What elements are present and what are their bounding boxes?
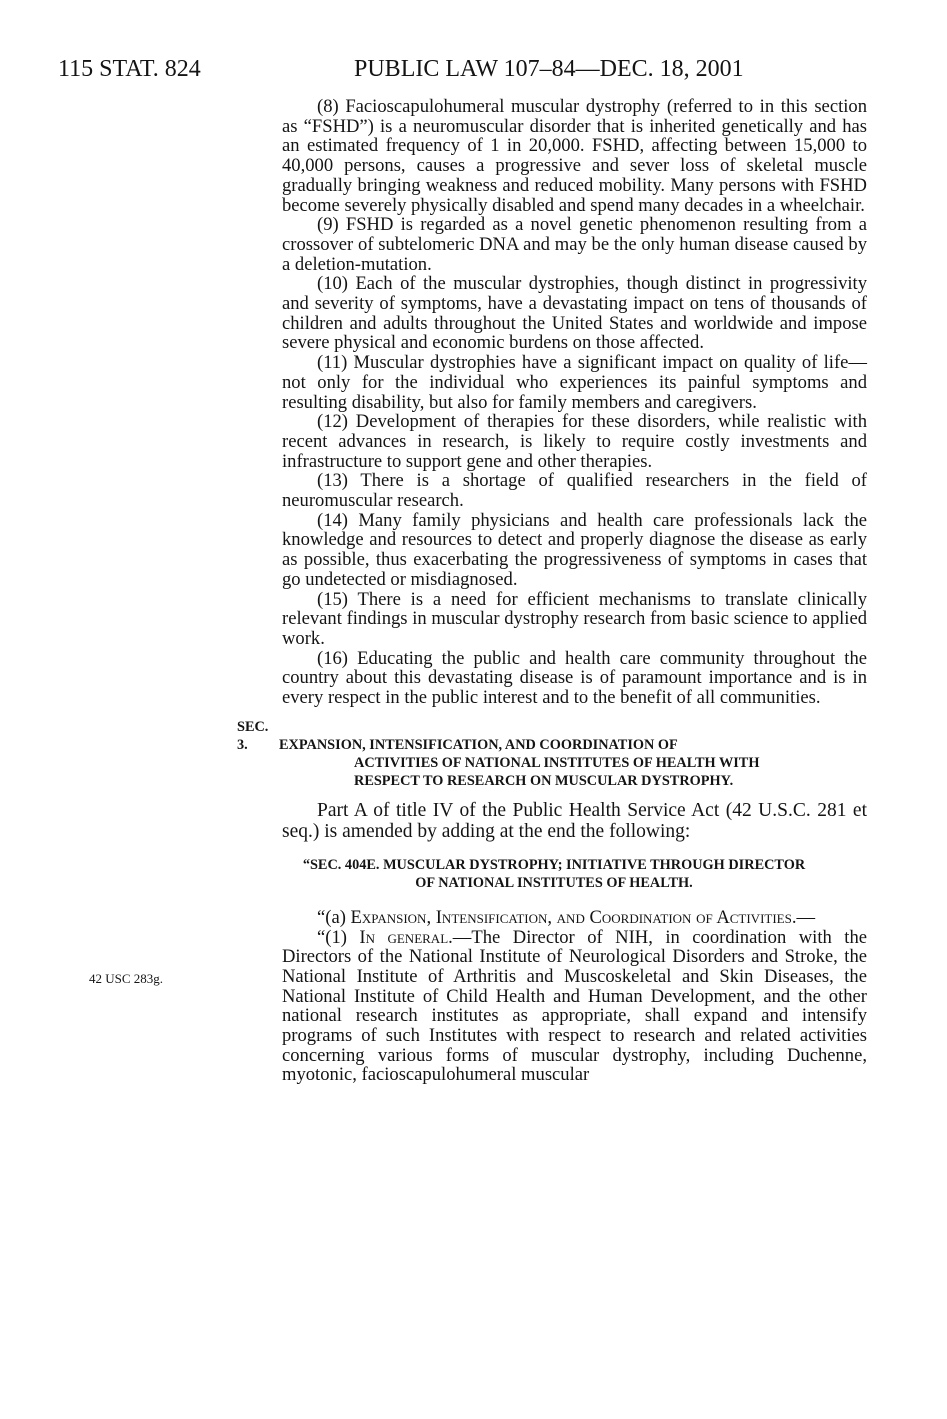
finding-15: (15) There is a need for efficient mechanisms to translate clinically relevant findings in muscular dystrophy research from basic science to applied work. bbox=[282, 588, 867, 649]
finding-9: (9) FSHD is regarded as a novel genetic phenomenon resulting from a crossover of subtelomeric DNA and may be the only human disease caused by a deletion-mutation. bbox=[282, 214, 867, 275]
section-404e-heading bbox=[241, 856, 867, 892]
subsection-a-heading: Expansion, Intensification, and Coordination of Activities.— bbox=[350, 906, 816, 928]
statute-page-number: 115 STAT. 824 bbox=[58, 56, 201, 82]
margin-citation: 42 USC 283g. bbox=[89, 971, 164, 986]
paragraph-1-prefix: “(1) bbox=[317, 926, 360, 948]
finding-8: (8) Facioscapulohumeral muscular dystrophy (referred to in this section as “FSHD”) is a neuromuscular disorder that is inherited genetically and has an estimated frequency of 1 in 20,000. FSHD, affecting between 15,000 to 40,000 persons, causes a progressive and sever loss of skeletal muscle gradually bringing weakness and reduced mobility. Many persons with FSHD become severely physically disabled and spend many decades in a wheelchair. bbox=[282, 96, 867, 216]
amendment-intro: Part A of title IV of the Public Health Service Act (42 U.S.C. 281 et seq.) is amended by adding at the end the following: bbox=[282, 799, 867, 842]
section-title-line-3: RESPECT TO RESEARCH ON MUSCULAR DYSTROPHY. bbox=[354, 772, 734, 789]
body-text bbox=[237, 96, 867, 1086]
finding-14: (14) Many family physicians and health care professionals lack the knowledge and resources to detect and properly diagnose the disease as early as possible, thus exacerbating the progressiveness of symptoms in cases that go undetected or misdiagnosed. bbox=[282, 509, 867, 590]
section-404e-line-2: OF NATIONAL INSTITUTES OF HEALTH. bbox=[415, 874, 693, 891]
section-title-rest bbox=[354, 754, 867, 790]
section-number: SEC. 3. bbox=[237, 718, 269, 753]
section-404e-line-1: “SEC. 404E. MUSCULAR DYSTROPHY; INITIATIVE THROUGH DIRECTOR bbox=[302, 856, 806, 873]
paragraph-1-text: —The Director of NIH, in coordination with the Directors of the National Institute of Neurological Disorders and Stroke, the National Institute of Arthritis and Muscoskeletal and Skin Diseases, the National Institute of Child Health and Human Development, and the other national research institutes as appropriate, shall expand and intensify programs of such Institutes with respect to research and related activities concerning various forms of muscular dystrophy, including Duchenne, myotonic, facioscapulohumeral muscular bbox=[282, 926, 867, 1086]
finding-12: (12) Development of therapies for these disorders, while realistic with recent advances in research, is likely to require costly investments and infrastructure to support gene and other therapies. bbox=[282, 411, 867, 472]
subsection-a-prefix: “(a) bbox=[317, 906, 351, 928]
subsection-a bbox=[282, 908, 867, 928]
finding-13: (13) There is a shortage of qualified researchers in the field of neuromuscular research. bbox=[282, 470, 867, 512]
finding-16: (16) Educating the public and health care community throughout the country about this devastating disease is of paramount importance and is in every respect in the public interest and to the benefit of all communities. bbox=[282, 647, 867, 709]
finding-11: (11) Muscular dystrophies have a significant impact on quality of life—not only for the individual who experiences its painful symptoms and resulting disability, but also for family members and caregivers. bbox=[282, 352, 867, 413]
section-title-line-1: EXPANSION, INTENSIFICATION, AND COORDINATION OF bbox=[279, 736, 678, 753]
finding-10: (10) Each of the muscular dystrophies, though distinct in progressivity and severity of symptoms, have a devastating impact on tens of thousands of children and adults throughout the United States and worldwide and impose severe physical and economic burdens on those affected. bbox=[282, 273, 867, 354]
section-3-heading bbox=[237, 718, 867, 790]
page-header bbox=[58, 53, 888, 85]
section-title-line-2: ACTIVITIES OF NATIONAL INSTITUTES OF HEALTH WITH bbox=[354, 754, 760, 771]
public-law-title: PUBLIC LAW 107–84—DEC. 18, 2001 bbox=[354, 56, 744, 82]
paragraph-1-heading: In general. bbox=[359, 926, 453, 948]
paragraph-1 bbox=[282, 928, 867, 1086]
